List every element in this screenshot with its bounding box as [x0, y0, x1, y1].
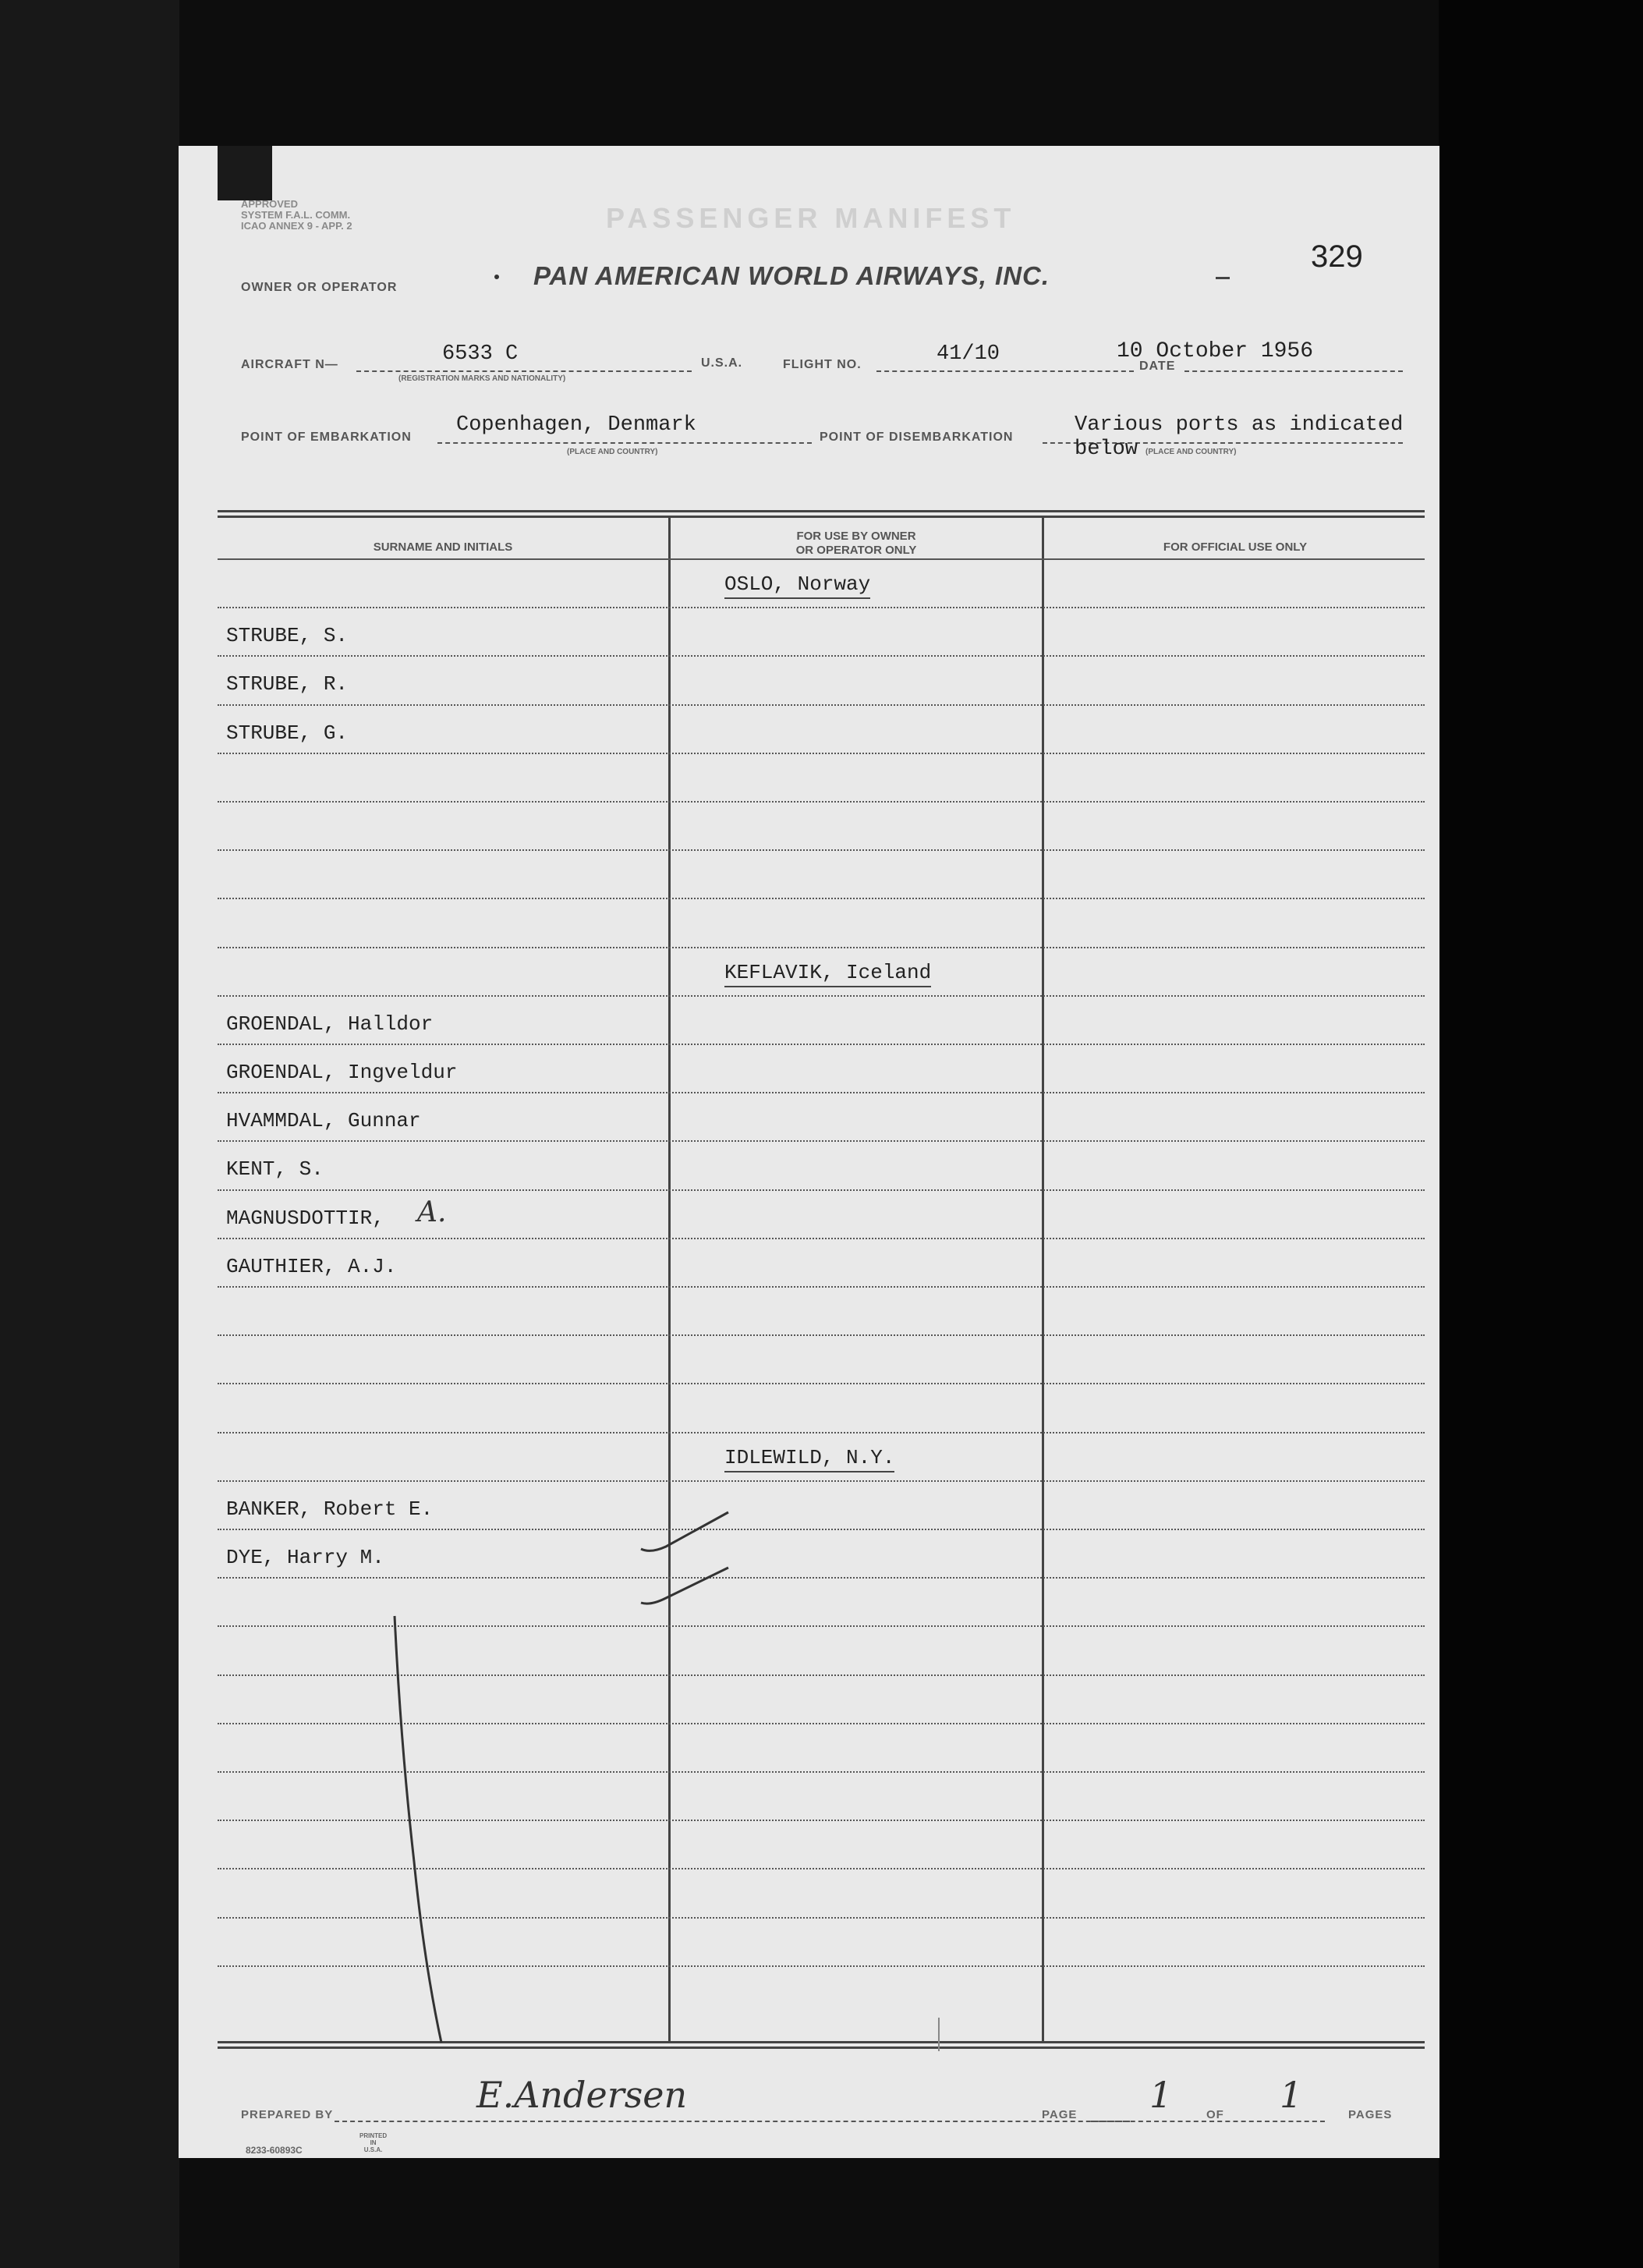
flight-value: 41/10: [937, 342, 1000, 366]
column-header-operator-line: FOR USE BY OWNER: [796, 530, 916, 543]
prepared-by-line: [335, 2121, 1130, 2122]
passenger-name: BANKER, Robert E.: [226, 1497, 434, 1521]
page-label: PAGE: [1042, 2108, 1078, 2121]
approval-line: SYSTEM F.A.L. COMM.: [241, 209, 351, 221]
page-number-stamp: 329: [1311, 239, 1363, 274]
column-header-operator-line: OR OPERATOR ONLY: [795, 544, 917, 557]
manifest-sheet: [179, 146, 1439, 2158]
scan-right-margin: [1439, 0, 1643, 2268]
disembarkation-caption: (PLACE AND COUNTRY): [1145, 448, 1237, 456]
approval-line: APPROVED: [241, 198, 298, 210]
form-title: PASSENGER MANIFEST: [606, 202, 1016, 234]
prepared-by-signature: E.Andersen: [476, 2074, 688, 2116]
check-mark: [641, 1568, 728, 1604]
date-value: 10 October 1956: [1117, 339, 1314, 363]
embarkation-caption: (PLACE AND COUNTRY): [567, 448, 658, 456]
approval-line: ICAO ANNEX 9 - APP. 2: [241, 220, 352, 232]
printed-mark-line: IN: [370, 2139, 377, 2146]
owner-value: PAN AMERICAN WORLD AIRWAYS, INC.: [533, 261, 1050, 290]
disembarkation-value: Various ports as indicated: [1075, 413, 1404, 437]
passenger-name: STRUBE, R.: [226, 672, 349, 696]
usa-label: U.S.A.: [701, 356, 743, 370]
passenger-name: GROENDAL, Halldor: [226, 1012, 434, 1036]
margin-pen-line: [395, 1616, 441, 2043]
column-header-surname: SURNAME AND INITIALS: [373, 540, 513, 554]
of-value: 1: [1280, 2074, 1303, 2116]
flight-label: FLIGHT NO.: [783, 358, 862, 371]
disembarkation-label: POINT OF DISEMBARKATION: [820, 431, 1014, 444]
operator-port-note: OSLO, Norway: [724, 572, 870, 599]
passenger-name: DYE, Harry M.: [226, 1546, 384, 1569]
printed-mark: [359, 2132, 387, 2153]
aircraft-label: AIRCRAFT N—: [241, 358, 338, 371]
printed-mark-line: PRINTED: [359, 2132, 388, 2139]
handwritten-initial: A.: [417, 1196, 447, 1228]
disembarkation-value-2: below: [1075, 438, 1138, 461]
owner-label: OWNER OR OPERATOR: [241, 281, 398, 294]
printed-mark-line: U.S.A.: [363, 2146, 383, 2153]
aircraft-value: 6533 C: [442, 342, 519, 366]
form-number: 8233-60893C: [246, 2145, 303, 2156]
column-header-official: FOR OFFICIAL USE ONLY: [1163, 540, 1308, 554]
page-value: 1: [1149, 2074, 1173, 2116]
passenger-name: HVAMMDAL, Gunnar: [226, 1109, 421, 1132]
aircraft-caption: (REGISTRATION MARKS AND NATIONALITY): [398, 374, 566, 383]
passenger-name: GAUTHIER, A.J.: [226, 1255, 397, 1278]
passenger-name: STRUBE, G.: [226, 721, 349, 745]
embarkation-value: Copenhagen, Denmark: [456, 413, 696, 437]
of-label: OF: [1206, 2108, 1224, 2121]
passenger-name: GROENDAL, Ingveldur: [226, 1061, 458, 1084]
prepared-by-label: PREPARED BY: [241, 2108, 334, 2121]
operator-port-note: KEFLAVIK, Iceland: [724, 961, 931, 987]
passenger-name: KENT, S.: [226, 1157, 324, 1181]
date-label: DATE: [1139, 360, 1176, 373]
embarkation-label: POINT OF EMBARKATION: [241, 431, 412, 444]
page-line: [1091, 2121, 1325, 2122]
scan-left-margin: [0, 0, 179, 2268]
passenger-name: STRUBE, S.: [226, 624, 349, 647]
check-mark: [641, 1512, 728, 1550]
passenger-name: MAGNUSDOTTIR,: [226, 1207, 384, 1230]
operator-port-note: IDLEWILD, N.Y.: [724, 1446, 894, 1472]
pages-label: PAGES: [1348, 2108, 1393, 2121]
handwritten-marks: [179, 146, 1439, 2158]
